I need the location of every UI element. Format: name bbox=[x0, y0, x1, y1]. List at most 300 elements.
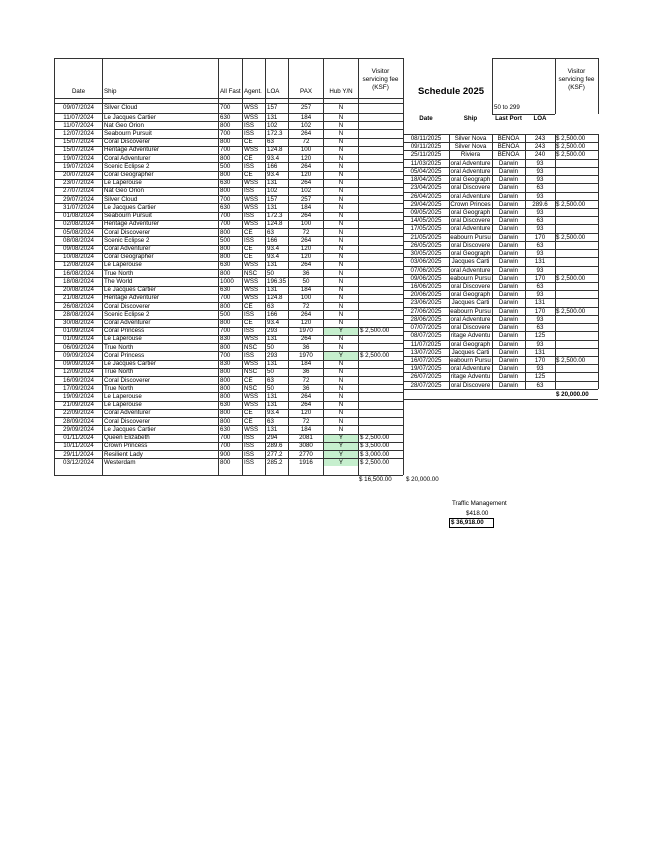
table-cell: ISS bbox=[244, 121, 254, 129]
table-cell: Darwin bbox=[498, 176, 519, 184]
table-cell: N bbox=[338, 376, 344, 384]
table-cell: 131 bbox=[534, 348, 546, 356]
table-cell: 19/09/2024 bbox=[63, 392, 94, 400]
table-cell: 93 bbox=[536, 340, 544, 348]
right-col-line bbox=[449, 134, 450, 389]
table-cell: 800 bbox=[220, 343, 231, 351]
fee-value: $ 2,500.00 bbox=[360, 434, 390, 442]
table-cell: 21/08/2024 bbox=[63, 294, 94, 302]
table-cell: CE bbox=[244, 245, 253, 253]
table-cell: Coral Discoverer bbox=[104, 138, 151, 146]
table-cell: CE bbox=[244, 171, 253, 179]
right-col-line bbox=[555, 58, 556, 114]
table-cell: 93.4 bbox=[267, 409, 280, 417]
table-cell: eabourn Pursu bbox=[450, 356, 491, 364]
table-cell: 800 bbox=[220, 269, 231, 277]
table-cell: Darwin bbox=[498, 340, 519, 348]
left-header-bottom bbox=[54, 98, 403, 99]
table-cell: 05/04/2025 bbox=[410, 167, 442, 175]
table-cell: 26/08/2024 bbox=[63, 302, 94, 310]
table-cell: 264 bbox=[300, 335, 312, 343]
table-cell: CE bbox=[244, 154, 253, 162]
table-cell: 50 bbox=[267, 343, 274, 351]
table-cell: 131 bbox=[267, 113, 278, 121]
table-cell: 11/07/2024 bbox=[63, 113, 94, 121]
table-cell: N bbox=[338, 310, 344, 318]
table-cell: Coral Adventurer bbox=[104, 154, 151, 162]
table-cell: 184 bbox=[300, 360, 312, 368]
table-cell: 72 bbox=[302, 138, 310, 146]
table-cell: 93.4 bbox=[267, 171, 280, 179]
table-cell: CE bbox=[244, 417, 253, 425]
table-cell: Coral Discoverer bbox=[104, 376, 151, 384]
table-cell: 09/08/2024 bbox=[63, 245, 94, 253]
table-cell: 16/07/2025 bbox=[410, 356, 442, 364]
table-cell: ISS bbox=[244, 351, 254, 359]
left-extra-total: $ 20,000.00 bbox=[406, 475, 439, 483]
table-cell: 50 bbox=[267, 269, 274, 277]
table-cell: 102 bbox=[300, 187, 312, 195]
table-cell: 02/08/2024 bbox=[63, 220, 94, 228]
table-cell: N bbox=[338, 228, 344, 236]
table-cell: Coral Princess bbox=[104, 351, 145, 359]
table-cell: 800 bbox=[220, 253, 231, 261]
table-cell: BENOA bbox=[497, 151, 520, 159]
table-cell: 36 bbox=[302, 384, 310, 392]
table-cell: 63 bbox=[536, 324, 544, 332]
table-cell: 93 bbox=[536, 208, 544, 216]
table-cell: Jacques Carti bbox=[451, 299, 490, 307]
table-cell: Coral Adventurer bbox=[104, 319, 151, 326]
table-cell: BENOA bbox=[497, 143, 520, 151]
fee-value: $ 2,500.00 bbox=[360, 327, 390, 335]
table-cell: 19/07/2025 bbox=[410, 365, 442, 373]
table-cell: Seabourn Pursuit bbox=[104, 129, 152, 137]
table-cell: Silver Cloud bbox=[104, 103, 138, 111]
table-cell: N bbox=[338, 103, 344, 111]
table-cell: 08/08/2024 bbox=[63, 236, 94, 244]
table-cell: 20/06/2025 bbox=[410, 291, 442, 299]
table-cell: N bbox=[338, 138, 344, 146]
table-cell: Darwin bbox=[498, 233, 519, 241]
table-cell: N bbox=[338, 154, 344, 162]
table-cell: CE bbox=[244, 228, 253, 236]
table-cell: 28/09/2024 bbox=[63, 417, 94, 425]
right-header-last_port: Last Port bbox=[495, 115, 522, 122]
table-cell: 131 bbox=[267, 179, 278, 187]
table-cell: 01/09/2024 bbox=[63, 335, 94, 343]
table-cell: 243 bbox=[534, 143, 546, 151]
table-cell: Le Jacques Cartier bbox=[104, 425, 156, 433]
table-cell: 50 bbox=[267, 368, 274, 376]
table-cell: The World bbox=[104, 277, 133, 285]
table-cell: N bbox=[338, 409, 344, 417]
table-cell: 26/07/2025 bbox=[410, 373, 442, 381]
table-cell: 800 bbox=[220, 458, 231, 466]
left-table-bottom bbox=[54, 475, 403, 476]
table-cell: CE bbox=[244, 319, 253, 326]
table-cell: 800 bbox=[220, 392, 231, 400]
table-cell: 29/09/2024 bbox=[63, 425, 94, 433]
table-cell: 630 bbox=[220, 286, 231, 294]
table-cell: Le Laperouse bbox=[104, 179, 142, 187]
table-cell: 184 bbox=[300, 113, 312, 121]
table-cell: 18/04/2025 bbox=[410, 176, 442, 184]
table-cell: 184 bbox=[300, 425, 312, 433]
table-cell: 1000 bbox=[220, 277, 234, 285]
table-cell: Darwin bbox=[498, 299, 519, 307]
table-cell: 800 bbox=[220, 302, 231, 310]
table-cell: 28/06/2025 bbox=[410, 315, 442, 323]
table-cell: Jacques Carti bbox=[451, 348, 490, 356]
fee-value: $ 2,500.00 bbox=[556, 307, 586, 315]
table-cell: 170 bbox=[534, 274, 546, 282]
table-cell: ISS bbox=[244, 212, 254, 220]
table-cell: 16/08/2024 bbox=[63, 269, 94, 277]
table-cell: 36 bbox=[302, 368, 310, 376]
table-cell: 170 bbox=[534, 233, 546, 241]
table-cell: Darwin bbox=[498, 381, 519, 389]
table-cell: 93.4 bbox=[267, 154, 280, 162]
table-cell: N bbox=[338, 360, 344, 368]
table-cell: N bbox=[338, 203, 344, 211]
table-cell: 03/12/2024 bbox=[63, 458, 94, 466]
table-cell: 157 bbox=[267, 103, 278, 111]
table-cell: Le Laperouse bbox=[104, 401, 142, 409]
table-cell: Crown Princes bbox=[450, 200, 491, 208]
table-cell: 264 bbox=[300, 179, 312, 187]
table-cell: 93 bbox=[536, 192, 544, 200]
table-cell: Scenic Eclipse 2 bbox=[104, 162, 150, 170]
table-cell: 900 bbox=[220, 450, 231, 458]
left-header-agent: Agent. bbox=[244, 88, 262, 95]
table-cell: 08/07/2025 bbox=[410, 332, 442, 340]
table-cell: 184 bbox=[300, 203, 312, 211]
table-cell: 27/06/2025 bbox=[410, 307, 442, 315]
table-cell: WSS bbox=[244, 294, 259, 302]
table-cell: 17/09/2024 bbox=[63, 384, 94, 392]
table-cell: 700 bbox=[220, 327, 231, 335]
table-cell: ISS bbox=[244, 162, 254, 170]
table-cell: Nat Geo Orion bbox=[104, 187, 144, 195]
loa-range: 50 to 299 bbox=[494, 104, 520, 111]
table-cell: 294 bbox=[267, 434, 278, 442]
table-cell: N bbox=[338, 417, 344, 425]
table-cell: N bbox=[338, 343, 344, 351]
table-cell: Nat Geo Orion bbox=[104, 121, 144, 129]
table-cell: 23/04/2025 bbox=[410, 184, 442, 192]
table-cell: 93 bbox=[536, 315, 544, 323]
table-cell: 700 bbox=[220, 103, 231, 111]
table-cell: 63 bbox=[267, 417, 274, 425]
table-cell: eabourn Pursu bbox=[450, 274, 491, 282]
table-cell: Heritage Adventurer bbox=[104, 294, 160, 302]
right-col-line bbox=[492, 58, 493, 114]
table-cell: Darwin bbox=[498, 332, 519, 340]
table-cell: 700 bbox=[220, 351, 231, 359]
left-header-pax: PAX bbox=[300, 88, 312, 95]
table-cell: 800 bbox=[220, 121, 231, 129]
table-cell: Darwin bbox=[498, 315, 519, 323]
table-cell: 243 bbox=[534, 135, 546, 142]
table-cell: 120 bbox=[300, 253, 312, 261]
table-cell: 800 bbox=[220, 171, 231, 179]
table-cell: 630 bbox=[220, 261, 231, 269]
right-col-line bbox=[525, 134, 526, 389]
table-cell: 17/05/2025 bbox=[410, 225, 442, 233]
table-cell: 630 bbox=[220, 179, 231, 187]
left-header-all-fast: All Fast bbox=[220, 88, 241, 95]
left-header-ship: Ship bbox=[104, 88, 117, 95]
table-cell: N bbox=[338, 335, 344, 343]
table-cell: Coral Discoverer bbox=[104, 302, 151, 310]
table-cell: WSS bbox=[244, 425, 259, 433]
table-cell: 93 bbox=[536, 167, 544, 175]
table-cell: 93.4 bbox=[267, 245, 280, 253]
table-cell: 20/07/2024 bbox=[63, 171, 94, 179]
table-cell: 11/03/2025 bbox=[410, 159, 442, 167]
table-cell: BENOA bbox=[497, 135, 520, 142]
table-cell: 700 bbox=[220, 195, 231, 203]
table-cell: 07/07/2025 bbox=[410, 324, 442, 332]
table-cell: oral Adventure bbox=[450, 159, 491, 167]
table-cell: WSS bbox=[244, 392, 259, 400]
table-cell: Le Jacques Cartier bbox=[104, 360, 156, 368]
table-cell: 19/07/2024 bbox=[63, 162, 94, 170]
table-cell: 15/07/2024 bbox=[63, 138, 94, 146]
table-cell: N bbox=[338, 113, 344, 121]
table-cell: oral Discovere bbox=[450, 184, 491, 192]
table-cell: 63 bbox=[267, 302, 274, 310]
table-cell: 36 bbox=[302, 269, 310, 277]
table-cell: 11/07/2024 bbox=[63, 121, 94, 129]
traffic-value: $418.00 bbox=[466, 510, 489, 517]
table-cell: 63 bbox=[267, 376, 274, 384]
table-cell: 172.3 bbox=[267, 212, 283, 220]
table-cell: N bbox=[338, 277, 344, 285]
table-cell: 257 bbox=[300, 195, 312, 203]
table-cell: 184 bbox=[300, 286, 312, 294]
table-cell: 800 bbox=[220, 154, 231, 162]
table-cell: 29/04/2025 bbox=[410, 200, 442, 208]
table-cell: 25/11/2025 bbox=[410, 151, 442, 159]
table-cell: 1916 bbox=[299, 458, 313, 466]
table-cell: oral Geograph bbox=[450, 250, 491, 258]
table-cell: N bbox=[338, 384, 344, 392]
table-cell: N bbox=[338, 261, 344, 269]
fee-value: $ 3,000.00 bbox=[360, 450, 390, 458]
table-cell: Darwin bbox=[498, 217, 519, 225]
table-cell: 01/11/2024 bbox=[63, 434, 94, 442]
table-cell: N bbox=[338, 392, 344, 400]
table-cell: oral Adventure bbox=[450, 167, 491, 175]
table-cell: 170 bbox=[534, 356, 546, 364]
table-cell: 800 bbox=[220, 319, 231, 326]
table-cell: 800 bbox=[220, 376, 231, 384]
table-cell: oral Geograph bbox=[450, 340, 491, 348]
table-cell: 800 bbox=[220, 417, 231, 425]
table-cell: 63 bbox=[267, 138, 274, 146]
table-cell: Coral Discoverer bbox=[104, 417, 151, 425]
table-cell: N bbox=[338, 121, 344, 129]
table-cell: Seabourn Pursuit bbox=[104, 212, 152, 220]
right-col-line bbox=[555, 134, 556, 389]
table-cell: 125 bbox=[534, 373, 546, 381]
table-cell: 120 bbox=[300, 319, 312, 326]
left-header-fee: Visitor servicing fee (KSF) bbox=[362, 68, 399, 91]
table-cell: 131 bbox=[267, 360, 278, 368]
table-cell: N bbox=[338, 129, 344, 137]
table-cell: N bbox=[338, 269, 344, 277]
table-cell: 09/11/2025 bbox=[410, 143, 442, 151]
table-cell: Le Laperouse bbox=[104, 261, 142, 269]
table-cell: 166 bbox=[267, 236, 278, 244]
table-cell: 23/06/2025 bbox=[410, 299, 442, 307]
table-cell: ISS bbox=[244, 187, 254, 195]
table-cell: 293 bbox=[267, 327, 278, 335]
table-cell: 19/07/2024 bbox=[63, 154, 94, 162]
table-cell: 63 bbox=[536, 241, 544, 249]
table-cell: 500 bbox=[220, 162, 231, 170]
table-cell: 93 bbox=[536, 250, 544, 258]
right-col-line bbox=[492, 134, 493, 389]
table-cell: Darwin bbox=[498, 241, 519, 249]
table-cell: oral Geograph bbox=[450, 291, 491, 299]
table-cell: 700 bbox=[220, 442, 231, 450]
table-cell: 23/07/2024 bbox=[63, 179, 94, 187]
table-cell: 630 bbox=[220, 401, 231, 409]
table-cell: 93 bbox=[536, 225, 544, 233]
table-cell: Silver Nova bbox=[454, 143, 487, 151]
table-cell: Le Jacques Cartier bbox=[104, 203, 156, 211]
table-cell: 102 bbox=[267, 187, 278, 195]
grand-total: $ 36,918.00 bbox=[451, 519, 484, 526]
table-cell: ritage Adventu bbox=[450, 373, 491, 381]
table-cell: 63 bbox=[536, 282, 544, 290]
table-cell: 01/09/2024 bbox=[63, 327, 94, 335]
table-cell: CE bbox=[244, 376, 253, 384]
table-cell: WSS bbox=[244, 203, 259, 211]
table-cell: 120 bbox=[300, 171, 312, 179]
table-cell: N bbox=[338, 286, 344, 294]
table-cell: 264 bbox=[300, 129, 312, 137]
table-cell: NSC bbox=[244, 368, 258, 376]
table-cell: 21/05/2025 bbox=[410, 233, 442, 241]
table-cell: WSS bbox=[244, 277, 259, 285]
table-cell: 500 bbox=[220, 310, 231, 318]
table-cell: 196.35 bbox=[267, 277, 286, 285]
table-cell: 630 bbox=[220, 425, 231, 433]
table-cell: 157 bbox=[267, 195, 278, 203]
table-cell: N bbox=[338, 236, 344, 244]
table-cell: 16/06/2025 bbox=[410, 282, 442, 290]
table-cell: 2081 bbox=[299, 434, 313, 442]
right-header-line bbox=[492, 114, 555, 115]
table-cell: 12/08/2024 bbox=[63, 261, 94, 269]
table-cell: WSS bbox=[244, 401, 259, 409]
table-cell: 01/08/2024 bbox=[63, 212, 94, 220]
right-col-line bbox=[403, 134, 404, 389]
table-cell: Coral Geographer bbox=[104, 253, 154, 261]
table-cell: N bbox=[338, 294, 344, 302]
table-cell: 50 bbox=[302, 277, 310, 285]
table-cell: Heritage Adventurer bbox=[104, 220, 160, 228]
table-cell: oral Adventure bbox=[450, 266, 491, 274]
table-cell: Darwin bbox=[498, 258, 519, 266]
table-cell: 285.2 bbox=[267, 458, 283, 466]
table-cell: 27/07/2024 bbox=[63, 187, 94, 195]
table-cell: WSS bbox=[244, 286, 259, 294]
right-col-line bbox=[598, 134, 599, 389]
left-header-top bbox=[54, 58, 403, 59]
fee-value: $ 2,500.00 bbox=[556, 135, 586, 142]
table-cell: 20/08/2024 bbox=[63, 286, 94, 294]
table-cell: 05/08/2024 bbox=[63, 228, 94, 236]
table-cell: Darwin bbox=[498, 266, 519, 274]
table-cell: NSC bbox=[244, 343, 258, 351]
left-header-loa: LOA bbox=[267, 88, 280, 95]
table-cell: N bbox=[338, 146, 344, 154]
table-cell: 630 bbox=[220, 203, 231, 211]
table-cell: Silver Cloud bbox=[104, 195, 138, 203]
table-cell: WSS bbox=[244, 103, 259, 111]
table-cell: 1970 bbox=[299, 327, 313, 335]
table-cell: Jacques Carti bbox=[451, 258, 490, 266]
table-cell: N bbox=[338, 179, 344, 187]
table-cell: 30/08/2024 bbox=[63, 319, 94, 326]
table-cell: 102 bbox=[267, 121, 278, 129]
table-cell: 1970 bbox=[299, 351, 313, 359]
table-cell: 800 bbox=[220, 245, 231, 253]
table-cell: 26/04/2025 bbox=[410, 192, 442, 200]
table-cell: 264 bbox=[300, 236, 312, 244]
table-cell: 172.3 bbox=[267, 129, 283, 137]
table-cell: eabourn Pursu bbox=[450, 307, 491, 315]
left-header-date: Date bbox=[71, 88, 86, 95]
table-cell: 830 bbox=[220, 360, 231, 368]
table-cell: Darwin bbox=[498, 348, 519, 356]
table-cell: 09/09/2024 bbox=[63, 360, 94, 368]
table-cell: True North bbox=[104, 343, 134, 351]
table-cell: N bbox=[338, 253, 344, 261]
table-cell: 63 bbox=[536, 381, 544, 389]
table-cell: 264 bbox=[300, 392, 312, 400]
table-cell: 830 bbox=[220, 335, 231, 343]
table-cell: oral Discovere bbox=[450, 282, 491, 290]
table-cell: Darwin bbox=[498, 159, 519, 167]
table-cell: Coral Discoverer bbox=[104, 228, 151, 236]
table-cell: oral Discovere bbox=[450, 217, 491, 225]
table-cell: oral Adventure bbox=[450, 365, 491, 373]
table-cell: 72 bbox=[302, 376, 310, 384]
table-cell: WSS bbox=[244, 220, 259, 228]
table-cell: 124.8 bbox=[267, 220, 283, 228]
table-cell: 131 bbox=[267, 401, 278, 409]
table-cell: N bbox=[338, 302, 344, 310]
table-cell: 630 bbox=[220, 113, 231, 121]
table-cell: 93.4 bbox=[267, 253, 280, 261]
table-cell: N bbox=[338, 162, 344, 170]
table-cell: 700 bbox=[220, 434, 231, 442]
table-cell: 240 bbox=[534, 151, 546, 159]
table-cell: ISS bbox=[244, 310, 254, 318]
fee-value: $ 3,500.00 bbox=[360, 442, 390, 450]
fee-value: $ 2,500.00 bbox=[556, 143, 586, 151]
table-cell: 800 bbox=[220, 187, 231, 195]
table-cell: N bbox=[338, 212, 344, 220]
table-cell: 93 bbox=[536, 159, 544, 167]
table-cell: 131 bbox=[267, 261, 278, 269]
